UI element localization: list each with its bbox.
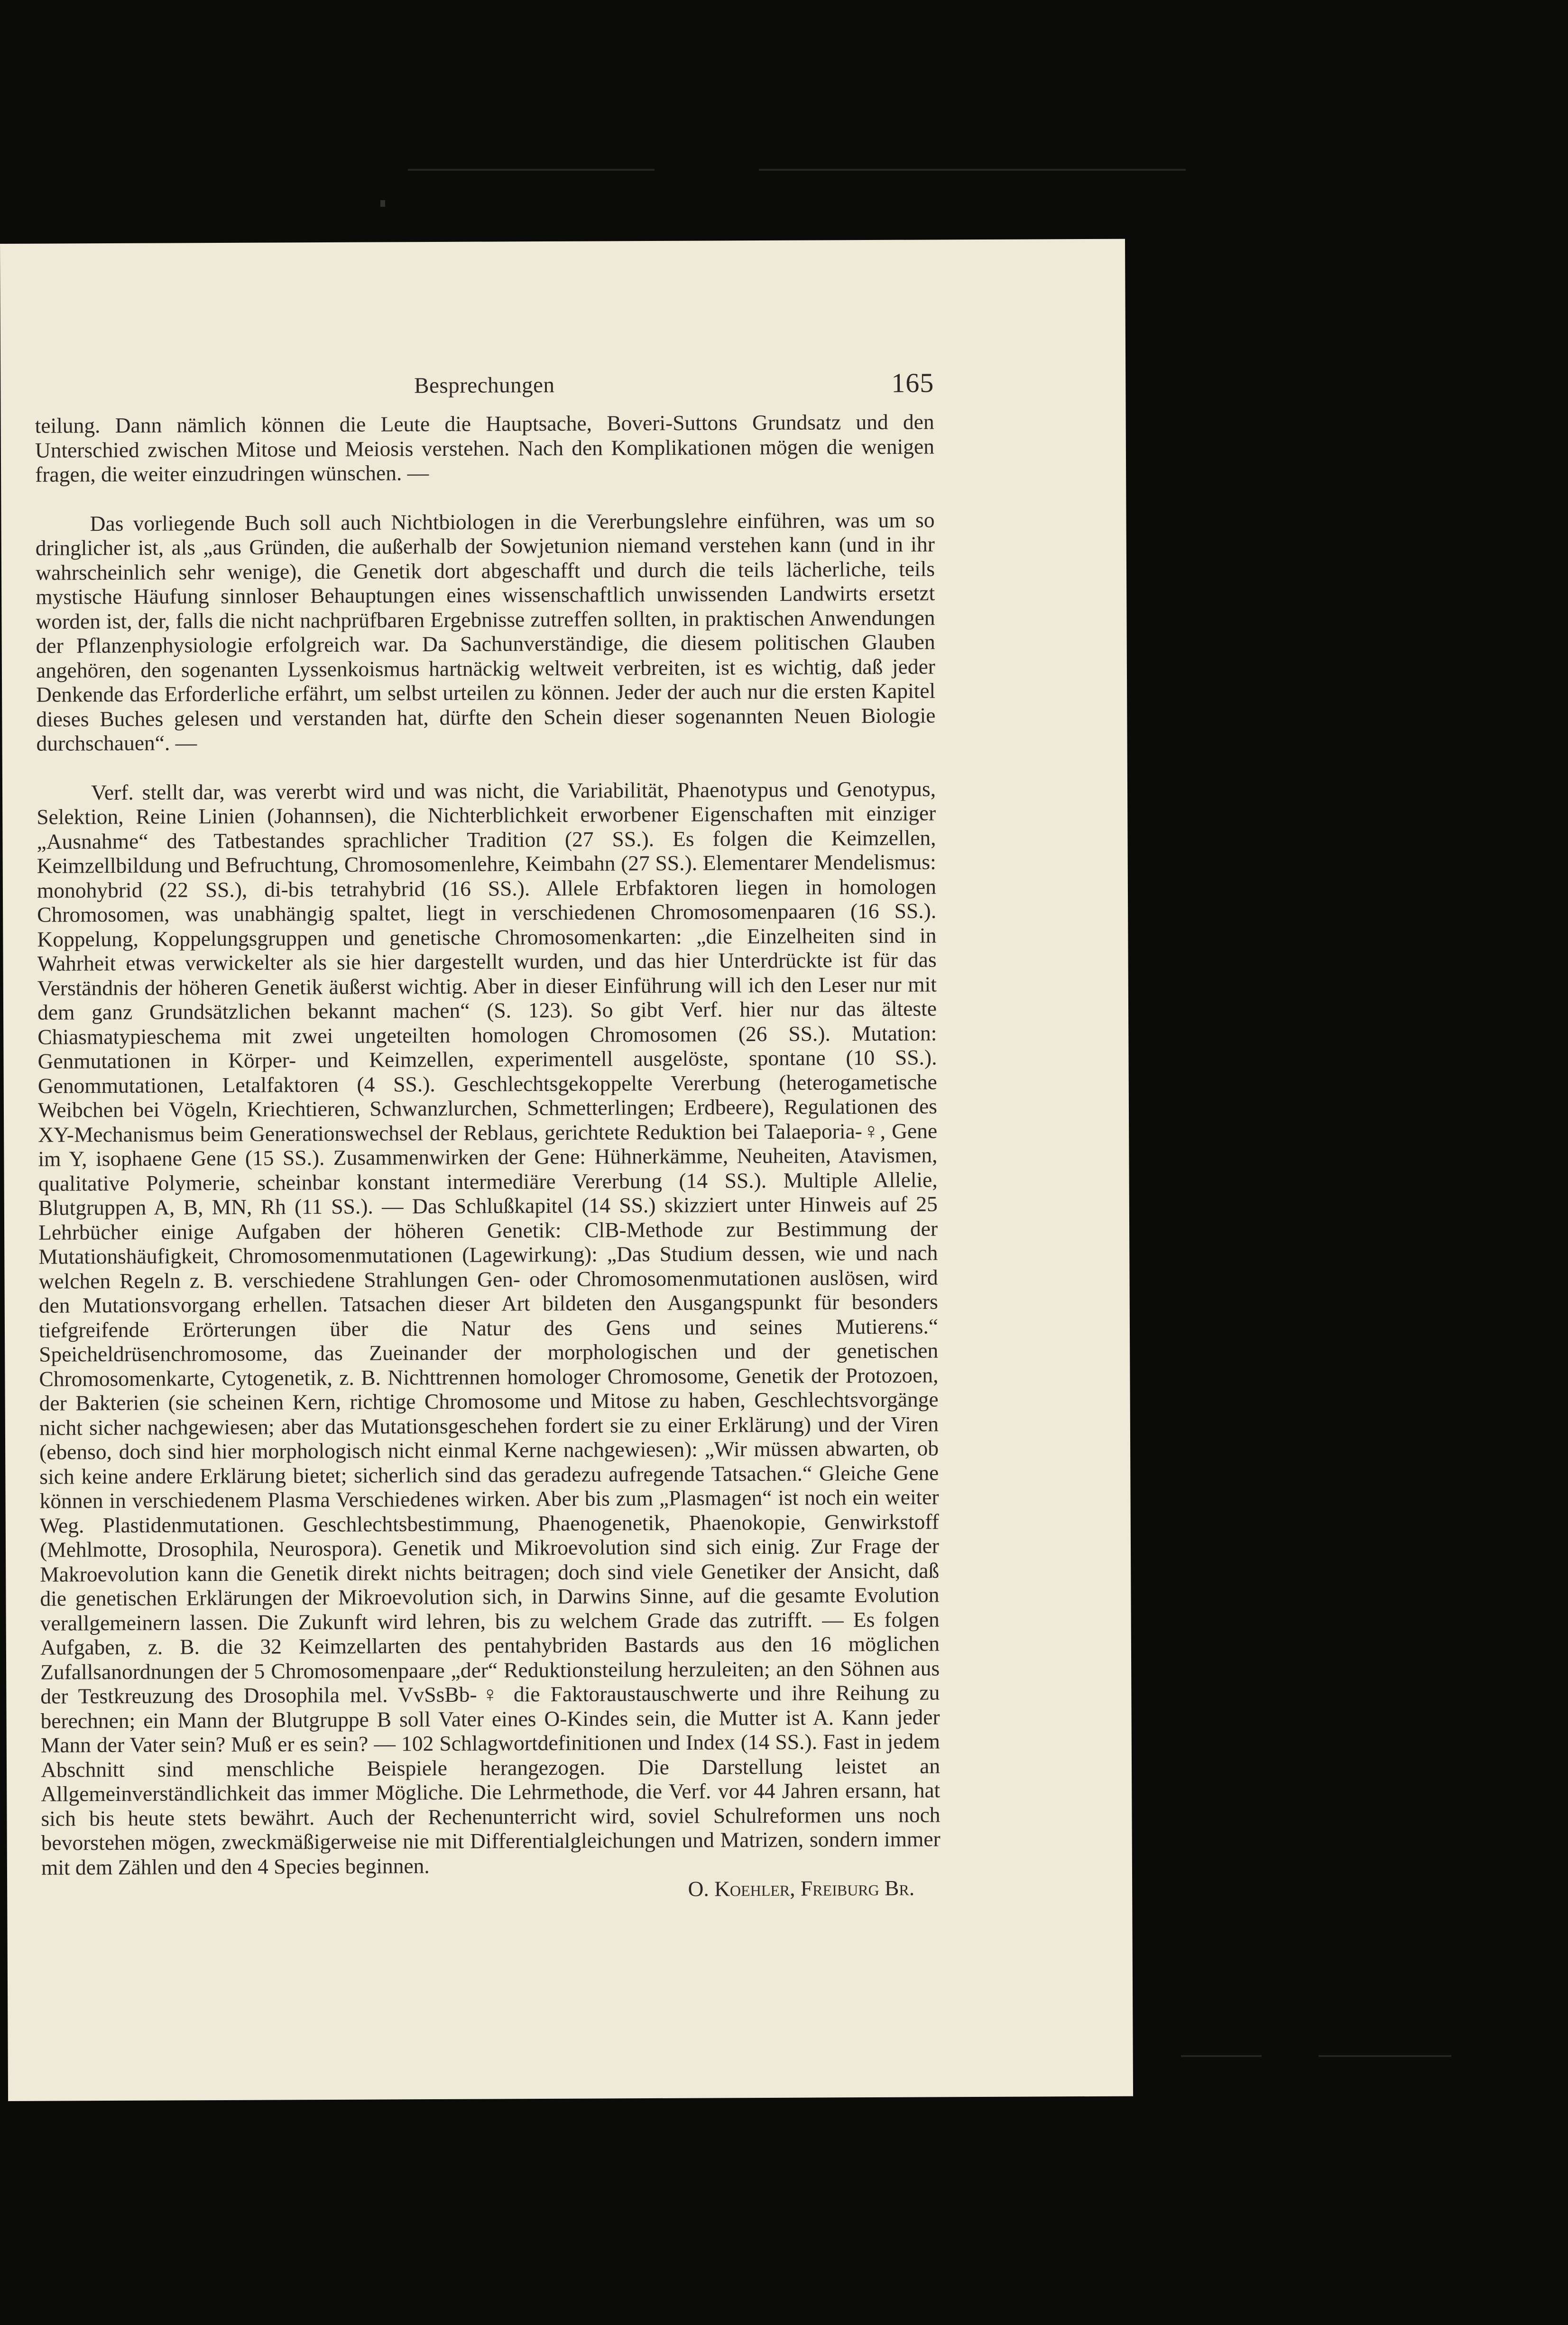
- page-header: [35, 367, 934, 413]
- reviewer-signature: O. Koehler, Freiburg Br.: [688, 1875, 915, 1901]
- scan-edge-mark: [1319, 2055, 1451, 2057]
- scan-speck: [380, 200, 385, 207]
- scan-edge-mark: [408, 169, 655, 171]
- paragraph-summary: Verf. stellt dar, was vererbt wird und was nicht, die Variabilität, Phaenotypus und Genotypus, Selektion, Reine Linien (Johannsen), die Nichterblichkeit erworbener Eigenschaften mit einziger „Ausnahme“ des Tatbestandes sprachlicher Tradition (27 SS.). Es folgen die Keimzellen, Keimzellbildung und Befruchtung, Chromosomenlehre, Keimbahn (27 SS.). Elementarer Mendelismus: monohybrid (22 SS.), di-bis tetrahybrid (16 SS.). Allele Erbfaktoren liegen in homologen Chromosomen, was unabhängig spaltet, liegt in verschiedenen Chromosomenpaaren (16 SS.). Koppelung, Koppelungsgruppen und genetische Chromosomenkarten: „die Einzelheiten sind in Wahrheit etwas verwickelter als sie hier dargestellt wurden, und das hier Unterdrückte ist für das Verständnis der höheren Genetik äußerst wichtig. Aber in dieser Einführung will ich den Leser nur mit dem ganz Grundsätzlichen bekannt machen“ (S. 123). So gibt Verf. hier nur das älteste Chiasmatypieschema mit zwei ungeteilten homologen Chromosomen (26 SS.). Mutation: Genmutationen in Körper- und Keimzellen, experimentell ausgelöste, spontane (10 SS.). Genommutationen, Letalfaktoren (4 SS.). Geschlechtsgekoppelte Vererbung (heterogametische Weibchen bei Vögeln, Kriechtieren, Schwanzlurchen, Schmetterlingen; Erdbeere), Regulationen des XY-Mechanismus beim Generationswechsel der Reblaus, gerichtete Reduktion bei Talaeporia-♀, Gene im Y, isophaene Gene (15 SS.). Zusammenwirken der Gene: Hühnerkämme, Neuheiten, Atavismen, qualitative Polymerie, scheinbar konstant intermediäre Vererbung (14 SS.). Multiple Allelie, Blutgruppen A, B, MN, Rh (11 SS.). — Das Schlußkapitel (14 SS.) skizziert unter Hinweis auf 25 Lehrbücher einige Aufgaben der höheren Genetik: ClB-Methode zur Bestimmung der Mutationshäufigkeit, Chromosomenmutationen (Lagewirkung): „Das Studium dessen, wie und nach welchen Regeln z. B. verschiedene Strahlungen Gen- oder Chromosomenmutationen auslösen, wird den Mutationsvorgang erhellen. Tatsachen dieser Art bildeten den Ausgangspunkt für besonders tiefgreifende Erörterungen über die Natur des Gens und seines Mutierens.“ Speicheldrüsenchromosome, das Zueinander der morphologischen und der genetischen Chromosomenkarte, Cytogenetik, z. B. Nichttrennen homologer Chromosome, Genetik der Protozoen, der Bakterien (sie scheinen Kern, richtige Chromosome und Mitose zu haben, Geschlechtsvorgänge nicht sicher nachgewiesen; aber das Mutationsgeschehen fordert sie zu einer Erklärung) und der Viren (ebenso, doch sind hier morphologisch nicht einmal Kerne nachgewiesen): „Wir müssen abwarten, ob sich keine andere Erklärung bietet; sicherlich sind das geradezu aufregende Tatsachen.“ Gleiche Gene können in verschiedenem Plasma Verschiedenes wirken. Aber bis zum „Plasmagen“ ist noch ein weiter Weg. Plastidenmutationen. Geschlechtsbestimmung, Phaenogenetik, Phaenokopie, Genwirkstoff (Mehlmotte, Drosophila, Neurospora). Genetik und Mikroevolution sind sich einig. Zur Frage der Makroevolution kann die Genetik direkt nichts beitragen; doch sind viele Genetiker der Ansicht, daß die genetischen Erklärungen der Mikroevolution sich, in Darwins Sinne, auf die gesamte Evolution verallgemeinern lassen. Die Zukunft wird lehren, bis zu welchem Grade das zutrifft. — Es folgen Aufgaben, z. B. die 32 Keimzellarten des pentahybriden Bastards aus den 16 möglichen Zufallsanordnungen der 5 Chromosomenpaare „der“ Reduktionsteilung herzuleiten; an den Söhnen aus der Testkreuzung des Drosophila mel. VvSsBb-♀ die Faktoraustauschwerte und ihre Reihung zu berechnen; ein Mann der Blutgruppe B soll Vater eines O-Kindes sein, die Mutter ist A. Kann jeder Mann der Vater sein? Muß er es sein? — 102 Schlagwortdefinitionen und Index (14 SS.). Fast in jedem Abschnitt sind menschliche Beispiele herangezogen. Die Darstellung leistet an Allgemeinverständlichkeit das immer Mögliche. Die Lehrmethode, die Verf. vor 44 Jahren ersann, hat sich bis heute stets bewährt. Auch der Rechenunterricht wird, soviel Schulreformen uns noch bevorstehen mögen, zweckmäßigerweise nie mit Differentialgleichungen und Matrizen, sondern immer mit dem Zählen und den 4 Species beginnen.: [37, 776, 941, 1880]
- book-page: [0, 239, 1133, 2101]
- scan-edge-mark: [759, 169, 1186, 171]
- page-number: 165: [891, 367, 934, 398]
- paragraph-introduction: Das vorliegende Buch soll auch Nichtbiologen in die Vererbungslehre einführen, was um so dringlicher ist, als „aus Gründen, die außerhalb der Sowjetunion niemand verstehen kann (und in ihr wahrscheinlich sehr wenige), die Genetik dort abgeschafft und durch die teils lächerliche, teils mystische Häufung sinnloser Behauptungen eines wissenschaftlich unwissenden Landwirts ersetzt worden ist, der, falls die nicht nachprüfbaren Ergebnisse zutreffen sollten, in praktischen Anwendungen der Pflanzenphysiologie erfolgreich war. Da Sachunverständige, die diesem politischen Glauben angehören, den sogenanten Lyssenkoismus hartnäckig weltweit verbreiten, ist es wichtig, daß jeder Denkende das Erforderliche erfährt, um selbst urteilen zu können. Jeder der auch nur die ersten Kapitel dieses Buches gelesen und verstanden hat, dürfte den Schein dieser sogenannten Neuen Biologie durchschauen“. —: [35, 507, 936, 756]
- page-content: [35, 367, 941, 1904]
- scan-edge-mark: [1181, 2055, 1262, 2057]
- review-body: [35, 409, 941, 1879]
- paragraph-continuation: teilung. Dann nämlich können die Leute die Hauptsache, Boveri-Suttons Grundsatz und den Unterschied zwischen Mitose und Meiosis verstehen. Nach den Komplikationen mögen die wenigen fragen, die weiter einzudringen wünschen. —: [35, 409, 934, 487]
- running-head: Besprechungen: [414, 372, 555, 398]
